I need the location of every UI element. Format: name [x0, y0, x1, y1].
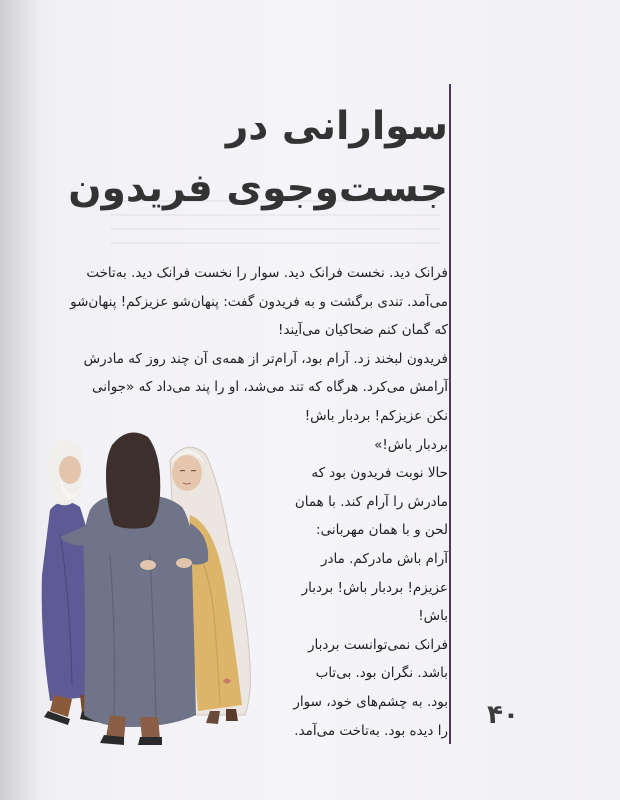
text-line: که گمان کنم ضحاکیان می‌آیند! — [278, 322, 448, 339]
text-line: می‌آمد. تندی برگشت و به فریدون گفت: پنهان‌شو عزیزکم! پنهان‌شو — [70, 293, 448, 310]
text-line: نکن عزیزکم! بردبار باش! — [304, 407, 448, 424]
text-line: را دیده بود. به‌تاخت می‌آمد. — [294, 722, 448, 739]
vertical-rule — [449, 84, 451, 744]
text-line: عزیزم! بردبار باش! بردبار — [301, 579, 448, 596]
chapter-title-line-2: جست‌وجوی فریدون — [68, 166, 448, 211]
text-line: مادرش را آرام کند. با همان — [294, 493, 448, 510]
text-line: آرام باش مادرکم. مادر — [320, 550, 448, 567]
text-line: باشد. نگران بود. بی‌تاب — [315, 665, 448, 682]
page-number: ۴۰ — [487, 700, 519, 730]
text-line: حالا نوبت فریدون بود که — [311, 465, 448, 482]
text-line: باش! — [418, 608, 448, 625]
three-figures-embracing-illustration — [20, 415, 270, 755]
text-line: فرانک دید. نخست فرانک دید. سوار را نخست فرانک دید. به‌تاخت — [86, 265, 448, 281]
text-line: بردبار باش!» — [374, 436, 448, 453]
text-line: بود. به چشم‌های خود، سوار — [293, 693, 448, 710]
text-line: فریدون لبخند زد. آرام بود، آرام‌تر از همه‌ی آن چند روز که مادرش — [83, 350, 448, 367]
text-line: آرامش می‌کرد. هرگاه که تند می‌شد، او را پند می‌داد که «جوانی — [91, 379, 448, 396]
text-line: لحن و با همان مهربانی: — [316, 522, 448, 539]
chapter-title — [68, 96, 448, 220]
chapter-title-line-1: سوارانی در — [225, 104, 448, 149]
text-line: فرانک نمی‌توانست بردبار — [307, 636, 448, 653]
